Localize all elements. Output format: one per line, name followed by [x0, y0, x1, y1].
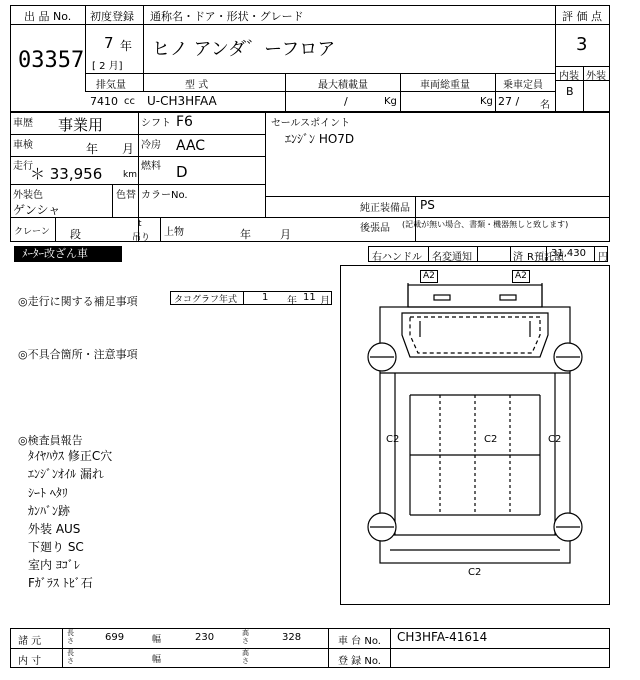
- height-value: 328: [282, 632, 302, 643]
- tacho-year-unit: 年: [287, 296, 297, 307]
- sales-point-value: ｴﾝｼﾞﾝ HO7D: [285, 132, 355, 146]
- score-value: 3: [576, 34, 588, 55]
- type-label: 型 式: [185, 80, 209, 91]
- reg-year: 7: [104, 34, 114, 52]
- crane-stage: 段: [70, 228, 81, 241]
- inspector-item-6: 下廻り SC: [28, 540, 84, 554]
- tacho-month-unit: 月: [320, 296, 330, 307]
- crane-label: クレーン: [14, 227, 50, 237]
- driving-notes-label: ◎走行に関する補足事項: [18, 295, 138, 308]
- shift-value: F6: [176, 114, 193, 130]
- gross-weight-unit: Kg: [480, 96, 493, 107]
- recycle-unit: 円: [598, 252, 608, 263]
- lift-year: 年: [240, 228, 251, 241]
- inspector-item-4: ｶﾝﾊﾞﾝ跡: [28, 504, 71, 518]
- color-code-label: カラーNo.: [141, 190, 188, 201]
- interior-label: 内装: [559, 71, 579, 82]
- chassis-label: 車 台 No.: [338, 636, 381, 647]
- steering-side: 右ハンドル: [372, 252, 422, 263]
- tacho-year: 1: [262, 292, 269, 303]
- interior-grade: B: [566, 85, 574, 98]
- mileage-value: ＊ 33,956: [30, 165, 103, 183]
- genuine-value: PS: [420, 198, 435, 212]
- gross-weight-label: 車両総重量: [420, 80, 470, 91]
- history-value: 事業用: [58, 116, 104, 134]
- mark-inner-side: C2: [484, 434, 498, 445]
- capacity-label: 乗車定員: [503, 80, 543, 91]
- recycle-label: R預託額: [527, 252, 564, 263]
- reg-year-unit: 年: [120, 39, 133, 53]
- lift-label: 上物: [164, 227, 184, 238]
- inner-length-label: 長さ: [67, 649, 74, 665]
- inspector-item-8: Fｶﾞﾗｽ ﾄﾋﾞ石: [28, 576, 93, 590]
- inner-width-label: 幅: [152, 655, 162, 665]
- exterior-label: 外装: [586, 71, 606, 82]
- truck-diagram: [340, 265, 610, 605]
- reg-no-label: 登 録 No.: [338, 656, 381, 667]
- mark-right-side: C2: [548, 434, 562, 445]
- recycle-amount: 31,430: [551, 248, 586, 259]
- ac-value: AAC: [176, 138, 206, 154]
- model-name: ヒノ アンダ゛ーフロア: [152, 39, 336, 60]
- lift-month: 月: [280, 228, 291, 241]
- crane-unit-top: t: [138, 219, 142, 229]
- height-label: 高さ: [242, 629, 249, 645]
- model-label: 通称名・ドア・形状・グレード: [150, 10, 304, 23]
- sales-point-label: セールスポイント: [271, 118, 351, 129]
- lot-label: 出 品 No.: [24, 10, 72, 23]
- history-label: 車歴: [13, 118, 33, 129]
- chassis-number: CH3HFA-41614: [397, 630, 488, 644]
- tacho-label: タコグラフ年式: [174, 295, 238, 305]
- max-load-label: 最大積載量: [318, 80, 368, 91]
- displacement-unit: cc: [124, 96, 135, 107]
- reg-month: [ 2 月]: [92, 61, 123, 72]
- width-label: 幅: [152, 635, 162, 645]
- tacho-month: 11: [303, 292, 316, 303]
- inspector-item-1: ﾀｲﾔﾊｳｽ 修正C穴: [28, 449, 113, 463]
- type-code: U-CH3HFAA: [147, 94, 217, 108]
- dims-label: 諸 元: [18, 636, 42, 647]
- length-label: 長さ: [67, 629, 74, 645]
- ryo-label: 済: [513, 252, 523, 263]
- mark-rear: C2: [468, 567, 482, 578]
- inspector-item-3: ｼｰﾄ ﾍﾀﾘ: [28, 486, 68, 500]
- inspector-item-5: 外装 AUS: [28, 522, 81, 536]
- capacity-unit: 名: [540, 100, 550, 111]
- inspector-item-2: ｴﾝｼﾞﾝｵｲﾙ 漏れ: [28, 467, 104, 481]
- color-change-label: 色替: [116, 190, 136, 201]
- genuine-label: 純正装備品: [360, 203, 410, 214]
- mark-front-right: A2: [512, 270, 530, 283]
- inner-dims-label: 内 寸: [18, 656, 42, 667]
- first-reg-label: 初度登録: [90, 10, 134, 23]
- fuel-value: D: [176, 163, 188, 181]
- ext-color-value: ゲンシャ: [13, 203, 61, 217]
- inspection-year-unit: 年: [86, 142, 99, 156]
- aftermarket-label: 後張品: [360, 223, 390, 234]
- mark-front-left: A2: [420, 270, 438, 283]
- meter-tamper-banner: ﾒｰﾀｰ改ざん車: [14, 246, 122, 262]
- shift-label: シフト: [141, 118, 171, 129]
- ext-color-label: 外装色: [13, 190, 43, 201]
- crane-unit-bottom: 吊り: [132, 233, 151, 243]
- inspection-label: 車検: [13, 140, 33, 151]
- inspector-item-7: 室内 ﾖｺﾞﾚ: [28, 558, 80, 572]
- lot-number: 03357: [18, 48, 85, 73]
- displacement-label: 排気量: [96, 80, 126, 91]
- inspection-month-unit: 月: [122, 142, 135, 156]
- inspector-label: ◎検査員報告: [18, 434, 83, 447]
- fuel-label: 燃料: [141, 161, 161, 172]
- aftermarket-note: (記載が無い場合、書類・機器無しと致します): [402, 220, 569, 229]
- mark-left-side: C2: [386, 434, 400, 445]
- capacity-value: 27 /: [498, 95, 520, 108]
- mileage-unit: km: [123, 170, 137, 180]
- name-change-box: [477, 246, 511, 262]
- defects-label: ◎不具合箇所・注意事項: [18, 348, 138, 361]
- mileage-label: 走行: [13, 161, 33, 172]
- name-change-label: 名変通知: [432, 252, 472, 263]
- score-label: 評 価 点: [562, 10, 602, 23]
- ac-label: 冷房: [141, 140, 161, 151]
- length-value: 699: [105, 632, 125, 643]
- width-value: 230: [195, 632, 215, 643]
- max-load-value: /: [344, 95, 348, 108]
- max-load-unit: Kg: [384, 96, 397, 107]
- inner-height-label: 高さ: [242, 649, 249, 665]
- displacement-value: 7410: [90, 95, 118, 108]
